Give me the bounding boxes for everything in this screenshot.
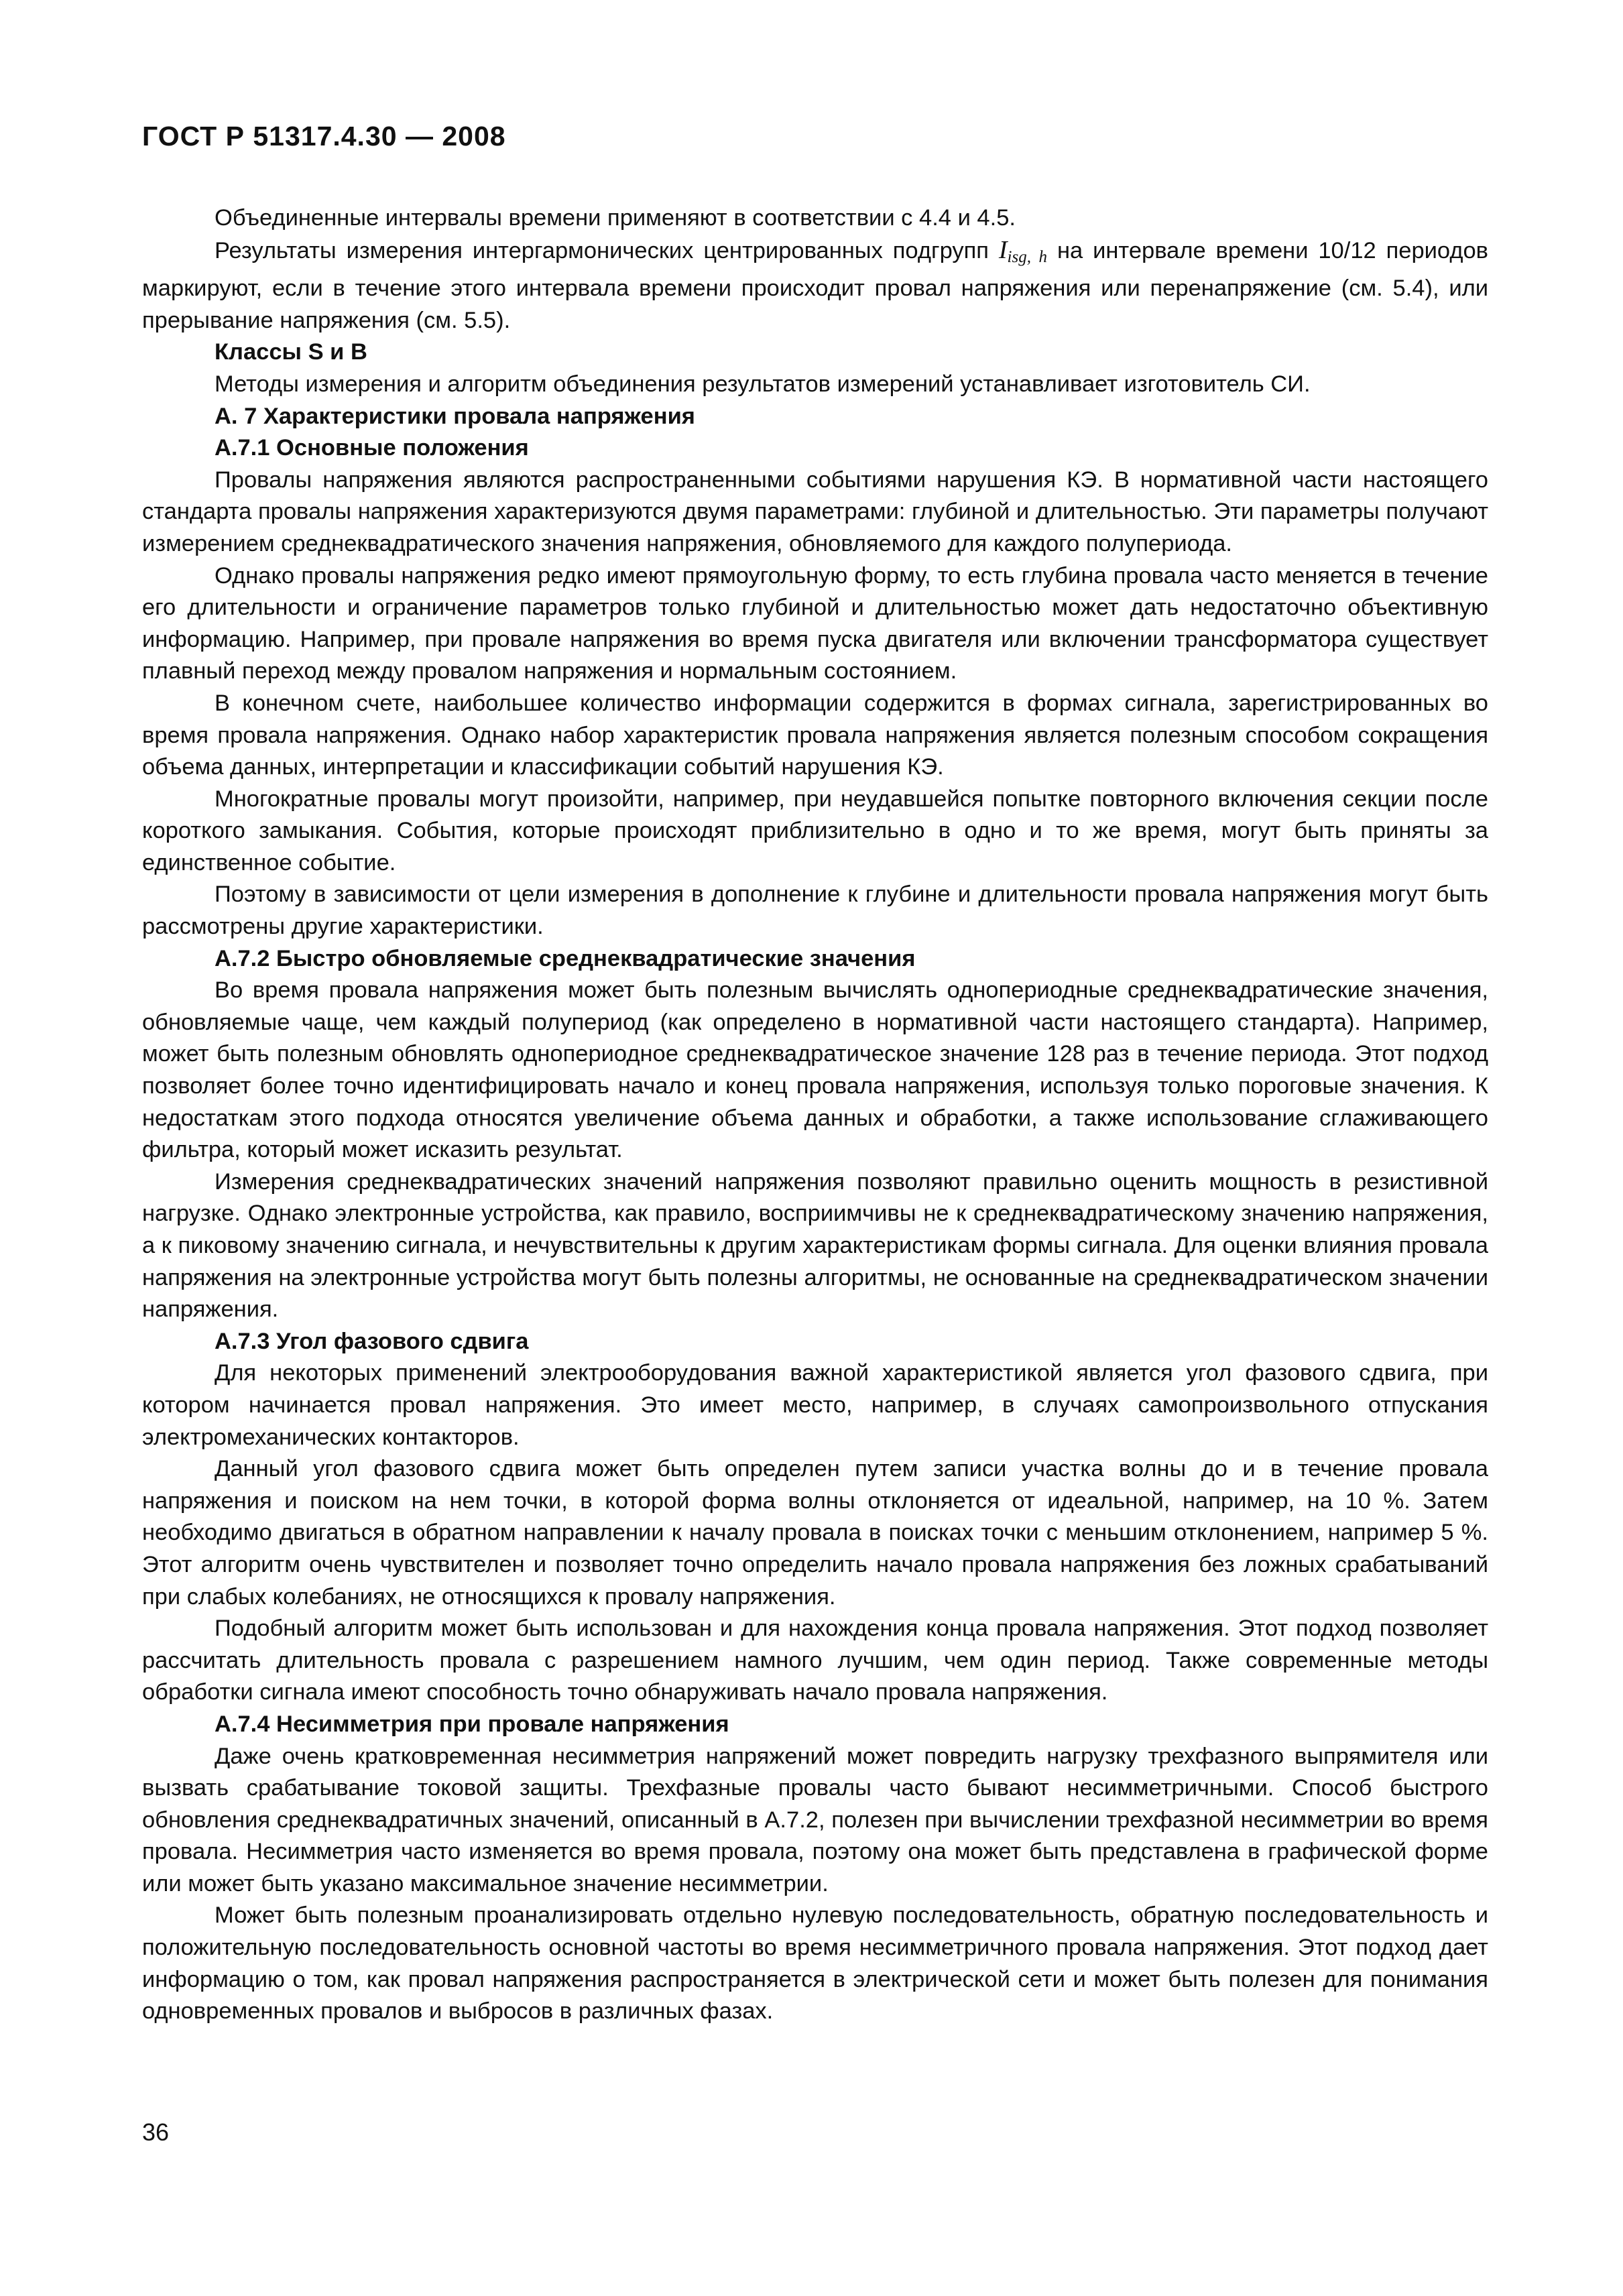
paragraph: Объединенные интервалы времени применяют в соответствии с 4.4 и 4.5. xyxy=(215,205,1016,231)
document-header: ГОСТ Р 51317.4.30 — 2008 xyxy=(142,121,506,152)
body-text xyxy=(142,202,1488,2028)
symbol-base: I xyxy=(998,235,1008,264)
section-heading: А.7.3 Угол фазового сдвига xyxy=(215,1328,529,1354)
paragraph: Методы измерения и алгоритм объединения результатов измерений устанавливает изготовитель СИ. xyxy=(215,371,1311,397)
paragraph: Во время провала напряжения может быть полезным вычислять однопериодные среднеквадратические значения, обновляемые чаще, чем каждый полупериод (как определено в нормативной части настоящего стандарта). Например, может быть полезным обновлять однопериодное среднеквадратическое значение 128 раз в течение периода. Этот подход позволяет более точно идентифицировать начало и конец провала напряжения, используя только пороговые значения. К недостаткам этого подхода относятся увеличение объема данных и обработки, а также использование сглаживающего фильтра, который может исказить результат. xyxy=(142,977,1488,1163)
paragraph: Может быть полезным проанализировать отдельно нулевую последовательность, обратную последовательность и положительную последовательность основной частоты во время несимметричного провала напряжения. Этот подход дает информацию о том, как провал напряжения распространяется в электрической сети и может быть полезен для понимания одновременных провалов и выбросов в различных фазах. xyxy=(142,1902,1488,2025)
paragraph-text: на интервале времени 10/12 периодов маркируют, если в течение этого интервала времени происходит провал напряжения или перенапряжение (см. 5.4), или прерывание напряжения (см. 5.5). xyxy=(142,237,1488,333)
section-heading: А. 7 Характеристики провала напряжения xyxy=(215,403,695,429)
math-symbol xyxy=(999,236,1047,264)
paragraph: Многократные провалы могут произойти, например, при неудавшейся попытке повторного включения секции после короткого замыкания. События, которые происходят приблизительно в одно и то же время, могут быть приняты за единственное событие. xyxy=(142,786,1488,875)
section-heading: А.7.2 Быстро обновляемые среднеквадратические значения xyxy=(215,945,916,971)
paragraph: Даже очень кратковременная несимметрия напряжений может повредить нагрузку трехфазного выпрямителя или вызвать срабатывание токовой защиты. Трехфазные провалы часто бывают несимметричными. Способ быстрого обновления среднеквадратичных значений, описанный в А.7.2, полезен при вычислении трехфазной несимметрии во время провала. Несимметрия часто изменяется во время провала, поэтому она может быть представлена в графической форме или может быть указано максимальное значение несимметрии. xyxy=(142,1743,1488,1896)
section-heading: Классы S и В xyxy=(215,339,367,365)
paragraph-with-symbol xyxy=(142,235,1488,337)
section-heading: А.7.4 Несимметрия при провале напряжения xyxy=(215,1711,729,1737)
paragraph: Данный угол фазового сдвига может быть определен путем записи участка волны до и в течение провала напряжения и поиском на нем точки, в которой форма волны отклоняется от идеальной, например, на 10 %. Затем необходимо двигаться в обратном направлении к началу провала в поисках точки с меньшим отклонением, например 5 %. Этот алгоритм очень чувствителен и позволяет точно определить начало провала напряжения без ложных срабатываний при слабых колебаниях, не относящихся к провалу напряжения. xyxy=(142,1456,1488,1610)
paragraph: Провалы напряжения являются распространенными событиями нарушения КЭ. В нормативной части настоящего стандарта провалы напряжения характеризуются двумя параметрами: глубиной и длительностью. Эти параметры получают измерением среднеквадратического значения напряжения, обновляемого для каждого полупериода. xyxy=(142,467,1488,556)
paragraph: Измерения среднеквадратических значений напряжения позволяют правильно оценить мощность в резистивной нагрузке. Однако электронные устройства, как правило, восприимчивы не к среднеквадратическому значению напряжения, а к пиковому значению сигнала, и нечувствительны к другим характеристикам формы сигнала. Для оценки влияния провала напряжения на электронные устройства могут быть полезны алгоритмы, не основанные на среднеквадратическом значении напряжения. xyxy=(142,1168,1488,1323)
section-heading: А.7.1 Основные положения xyxy=(215,435,529,461)
paragraph: Для некоторых применений электрооборудования важной характеристикой является угол фазового сдвига, при котором начинается провал напряжения. Это имеет место, например, в случаях самопроизвольного отпускания электромеханических контакторов. xyxy=(142,1360,1488,1450)
paragraph: Однако провалы напряжения редко имеют прямоугольную форму, то есть глубина провала часто меняется в течение его длительности и ограничение параметров только глубиной и длительностью может дать недостаточно объективную информацию. Например, при провале напряжения во время пуска двигателя или включении трансформатора существует плавный переход между провалом напряжения и нормальным состоянием. xyxy=(142,562,1488,684)
paragraph-text: Результаты измерения интергармонических центрированных подгрупп xyxy=(215,237,999,263)
symbol-subscript: isg, h xyxy=(1007,247,1048,266)
paragraph: Подобный алгоритм может быть использован и для нахождения конца провала напряжения. Этот подход позволяет рассчитать длительность провала с разрешением намного лучшим, чем один период. Также современные методы обработки сигнала имеют способность точно обнаруживать начало провала напряжения. xyxy=(142,1616,1488,1705)
paragraph: Поэтому в зависимости от цели измерения в дополнение к глубине и длительности провала напряжения могут быть рассмотрены другие характеристики. xyxy=(142,882,1488,940)
paragraph: В конечном счете, наибольшее количество информации содержится в формах сигнала, зарегистрированных во время провала напряжения. Однако набор характеристик провала напряжения является полезным способом сокращения объема данных, интерпретации и классификации событий нарушения КЭ. xyxy=(142,690,1488,780)
page-number: 36 xyxy=(142,2118,170,2146)
